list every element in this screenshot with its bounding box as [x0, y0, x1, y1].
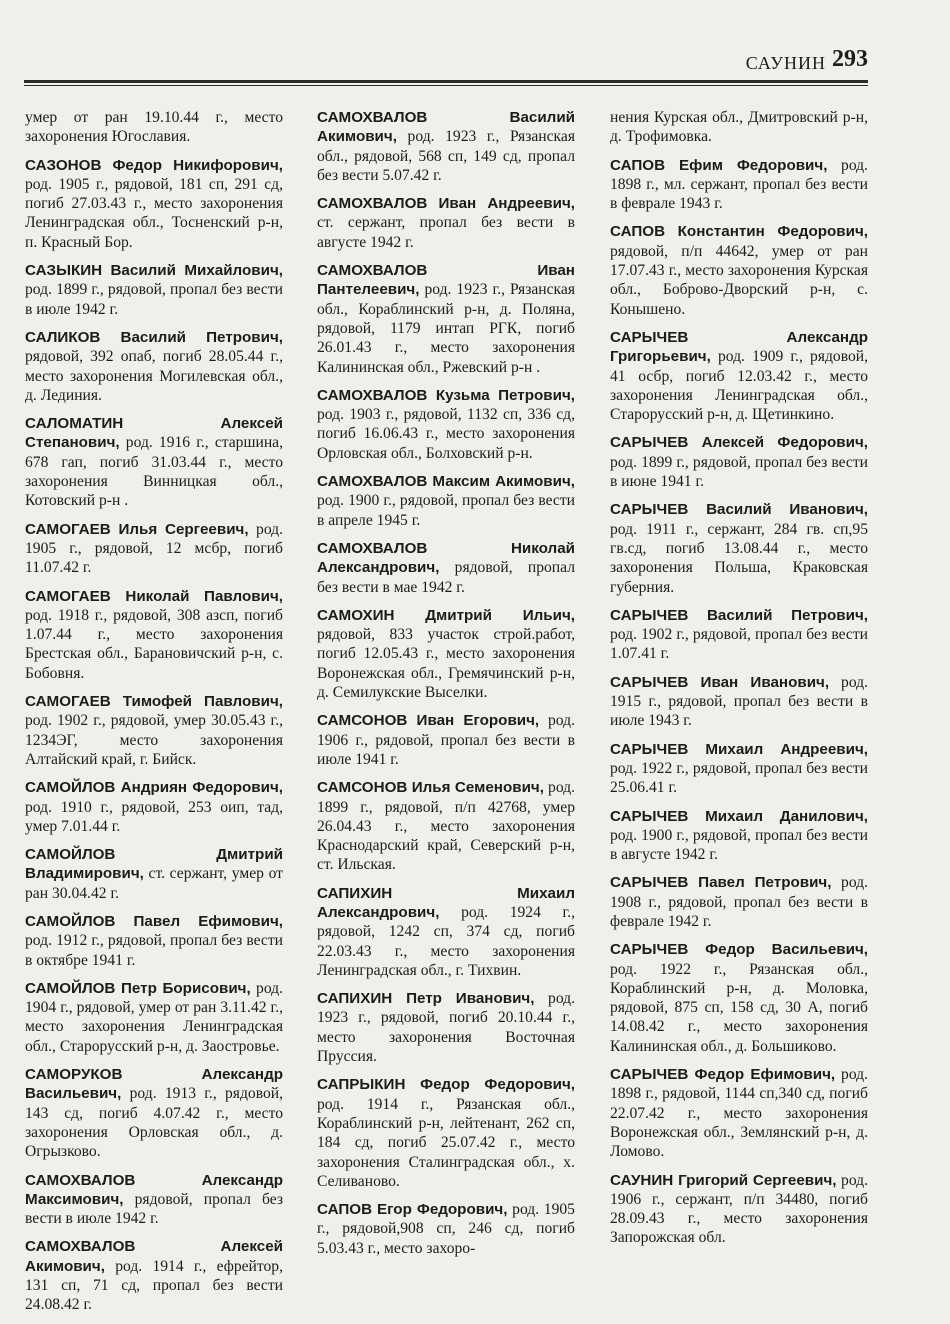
entry: [25, 328, 283, 405]
header-rule-thin: [24, 85, 868, 86]
entry-text: род. 1915 г., рядовой, пропал без вести в июле 1943 г.: [610, 673, 868, 730]
entry: [25, 979, 283, 1056]
entry: [25, 912, 283, 970]
running-head: САУНИН: [745, 53, 826, 73]
entry-name: САМОХВАЛОВ Иван Пантелеевич,: [317, 262, 575, 299]
entry-text: род. 1913 г., рядовой, 143 сд, погиб 4.07.42 г., место захоронения Орловская обл., д. Огрызково.: [25, 1085, 283, 1161]
entry-name: САМОХВАЛОВ Василий Акимович,: [317, 109, 575, 146]
page-number: 293: [832, 46, 868, 72]
entry-name: САПИХИН Михаил Александрович,: [317, 884, 575, 921]
entry-text: род. 1905 г., рядовой, 181 сп, 291 сд, погиб 27.03.43 г., место захоронения Ленинградская обл., Тосненский р-н, п. Красный Бор.: [25, 175, 283, 251]
entry-text: род. 1922 г., Рязанская обл., Кораблинский р-н, д. Моловка, рядовой, 875 сп, 158 сд, 30 А, погиб 14.08.42 г., место захоронения Калининская обл., д. Большиково.: [610, 960, 868, 1055]
entry: [25, 1237, 283, 1314]
entry-text: род. 1924 г., рядовой, 1242 сп, 374 сд, погиб 22.03.43 г., место захоронения Ленинградская обл., г. Тихвин.: [317, 903, 575, 979]
entry: [25, 1171, 283, 1229]
entry: [610, 740, 868, 798]
entry-name: САМОХВАЛОВ Кузьма Петрович,: [317, 386, 575, 404]
entry: [25, 108, 283, 147]
entry-name: САМОЙЛОВ Дмитрий Владимирович,: [25, 846, 283, 883]
entry-text: род. 1906 г., сержант, п/п 34480, погиб 28.09.43 г., место захоронения Запорожская обл.: [610, 1171, 868, 1247]
entry-name: САМОХВАЛОВ Максим Акимович,: [317, 473, 575, 491]
entry: [610, 328, 868, 424]
entry-text: род. 1910 г., рядовой, 253 оип, тад, умер 7.01.44 г.: [25, 798, 283, 835]
entry-name: САМОХВАЛОВ Алексей Акимович,: [25, 1238, 283, 1275]
entry-text: род. 1908 г., рядовой, пропал без вести в феврале 1942 г.: [610, 874, 868, 930]
entry-text: род. 1914 г., Рязанская обл., Кораблинский р-н, лейтенант, 262 сп, 184 сд, погиб 25.07.42 г., место захоронения Сталинградская обл., х. Селиваново.: [317, 1095, 575, 1190]
entry-name: САПОВ Егор Федорович,: [317, 1201, 508, 1219]
entry-text: род. 1916 г., старшина, 678 гап, погиб 31.03.44 г., место захоронения Винницкая обл., Котовский р-н .: [25, 434, 283, 510]
entry-text: род. 1900 г., рядовой, пропал без вести в августе 1942 г.: [610, 826, 868, 864]
entry: [317, 884, 575, 980]
entry: [610, 1171, 868, 1248]
entry-text: род. 1899 г., рядовой, пропал без вести в июне 1941 г.: [610, 453, 868, 491]
entry-text: ст. сержант, умер от ран 30.04.42 г.: [25, 865, 283, 902]
entry-text: рядовой, п/п 44642, умер от ран 17.07.43 г., место захоронения Курская обл., Боброво-Дворский р-н, с. Конышено.: [610, 242, 868, 318]
entry: [610, 222, 868, 318]
entry-name: САРЫЧЕВ Павел Петрович,: [610, 874, 832, 892]
entry-name: САЗОНОВ Федор Никифорович,: [25, 156, 283, 174]
entry-text: род. 1902 г., рядовой, пропал без вести 1.07.41 г.: [610, 626, 868, 663]
entry-name: САЛОМАТИН Алексей Степанович,: [25, 415, 283, 452]
entry-name: САРЫЧЕВ Василий Петрович,: [610, 606, 868, 624]
header-rule-thick: [24, 80, 868, 83]
entry-text: род. 1911 г., сержант, 284 гв. сп,95 гв.сд, погиб 13.08.44 г., место захоронения Польша, Краковская губерния.: [610, 520, 868, 596]
entry-name: САРЫЧЕВ Александр Григорьевич,: [610, 328, 868, 366]
entry: [317, 539, 575, 597]
entry-name: САПОВ Константин Федорович,: [610, 223, 868, 241]
entry: [25, 414, 283, 510]
entry: [317, 711, 575, 769]
entry-name: САРЫЧЕВ Иван Иванович,: [610, 673, 830, 691]
entry-name: САМОХВАЛОВ Николай Александрович,: [317, 539, 575, 577]
entry-name: САМОХВАЛОВ Александр Максимович,: [25, 1171, 283, 1208]
entry: [610, 156, 868, 214]
entry: [25, 692, 283, 769]
entry-text: род. 1904 г., рядовой, умер от ран 3.11.42 г., место захоронения Ленинградская обл., Старорусский р-н, д. Заостровье.: [25, 979, 283, 1055]
column-left: [25, 108, 283, 1324]
entry: [317, 989, 575, 1066]
entry-text: род. 1899 г., рядовой, п/п 42768, умер 26.04.43 г., место захоронения Краснодарский край, Северский р-н, ст. Ильская.: [317, 779, 575, 874]
column-middle: [317, 108, 575, 1267]
entry-name: САМСОНОВ Илья Семенович,: [317, 779, 544, 797]
entry-text: рядовой, 833 участок строй.работ, погиб 12.05.43 г., место захоронения Воронежская обл., Гремячинский р-н, д. Семилукские Выселки.: [317, 626, 575, 702]
entry: [25, 520, 283, 578]
entry: [25, 156, 283, 252]
entry-name: САУНИН Григорий Сергеевич,: [610, 1171, 837, 1189]
entry-name: САМСОНОВ Иван Егорович,: [317, 712, 540, 730]
entry-text: род. 1912 г., рядовой, пропал без вести в октябре 1941 г.: [25, 932, 283, 969]
entry: [317, 472, 575, 530]
entry: [317, 1200, 575, 1258]
entry: [610, 940, 868, 1056]
entry-name: САМОЙЛОВ Павел Ефимович,: [25, 912, 283, 930]
page-header: [24, 44, 868, 78]
entry-text: род. 1900 г., рядовой, пропал без вести в апреле 1945 г.: [317, 492, 575, 529]
entry-text: рядовой, пропал без вести в мае 1942 г.: [317, 559, 575, 596]
entry-name: САЗЫКИН Василий Михайлович,: [25, 262, 283, 280]
entry: [25, 587, 283, 683]
entry-text: род. 1923 г., Рязанская обл., Кораблинский р-н, д. Поляна, рядовой, 1179 интап РГК, погиб 26.01.43 г., место захоронения Калининская обл., Ржевский р-н .: [317, 281, 575, 376]
entry: [610, 673, 868, 731]
column-right: [610, 108, 868, 1257]
entry-text: род. 1922 г., рядовой, пропал без вести 25.06.41 г.: [610, 759, 868, 797]
entry: [317, 778, 575, 874]
entry: [610, 873, 868, 931]
entry-name: САРЫЧЕВ Михаил Андреевич,: [610, 740, 868, 758]
entry: [317, 606, 575, 702]
entry: [610, 108, 868, 147]
entry: [317, 1075, 575, 1191]
entry-text: род. 1902 г., рядовой, умер 30.05.43 г., 1234ЭГ, место захоронения Алтайский край, г. Бийск.: [25, 712, 283, 768]
entry-text: род. 1923 г., Рязанская обл., рядовой, 568 сп, 149 сд, пропал без вести 5.07.42 г.: [317, 128, 575, 184]
entry-name: САМОЙЛОВ Андриян Федорович,: [25, 779, 283, 797]
entry-name: САМОГАЕВ Николай Павлович,: [25, 587, 283, 605]
entry-text: род. 1906 г., рядовой, пропал без вести в июле 1941 г.: [317, 712, 575, 768]
entry-name: САРЫЧЕВ Алексей Федорович,: [610, 434, 868, 452]
entry: [317, 194, 575, 252]
entry-name: САРЫЧЕВ Федор Васильевич,: [610, 941, 868, 959]
entry: [317, 386, 575, 463]
entry-text: род. 1898 г., рядовой, 1144 сп,340 сд, погиб 22.07.42 г., место захоронения Воронежская обл., Землянский р-н, д. Ломово.: [610, 1066, 868, 1161]
entry: [610, 807, 868, 865]
entry-text: род. 1923 г., рядовой, погиб 20.10.44 г., место захоронения Восточная Пруссия.: [317, 990, 575, 1066]
entry-text: род. 1899 г., рядовой, пропал без вести в июле 1942 г.: [25, 281, 283, 318]
entry-text: род. 1909 г., рядовой, 41 осбр, погиб 12.03.42 г., место захоронения Ленинградская обл., Старорусский р-н, д. Щетинкино.: [610, 348, 868, 424]
entry: [25, 778, 283, 836]
entry-text: род. 1905 г., рядовой, 12 мсбр, погиб 11.07.42 г.: [25, 520, 283, 577]
entry-text: нения Курская обл., Дмитровский р-н, д. Трофимовка.: [610, 109, 868, 146]
entry: [25, 1065, 283, 1161]
entry: [610, 500, 868, 596]
entry-name: САМОГАЕВ Илья Сергеевич,: [25, 520, 249, 538]
entry-text: род. 1898 г., мл. сержант, пропал без вести в феврале 1943 г.: [610, 156, 868, 213]
entry-name: САПОВ Ефим Федорович,: [610, 156, 828, 174]
entry-text: рядовой, 392 опаб, погиб 28.05.44 г., место захоронения Могилевская обл., д. Лединия.: [25, 348, 283, 404]
entry-name: САМОЙЛОВ Петр Борисович,: [25, 979, 251, 997]
entry-name: САРЫЧЕВ Федор Ефимович,: [610, 1066, 836, 1084]
entry-text: род. 1905 г., рядовой,908 сп, 246 сд, погиб 5.03.43 г., место захоро-: [317, 1201, 575, 1257]
entry: [610, 433, 868, 491]
entry: [317, 261, 575, 377]
entry-name: САЛИКОВ Василий Петрович,: [25, 328, 283, 346]
entry: [25, 261, 283, 319]
entry-name: САМОРУКОВ Александр Васильевич,: [25, 1066, 283, 1103]
entry-text: род. 1918 г., рядовой, 308 азсп, погиб 1.07.44 г., место захоронения Брестская обл., Барановичский р-н, с. Бобовня.: [25, 606, 283, 682]
entry-text: род. 1903 г., рядовой, 1132 сп, 336 сд, погиб 16.06.43 г., место захоронения Орловская обл., Болховский р-н.: [317, 406, 575, 462]
entry-name: САМОХВАЛОВ Иван Андреевич,: [317, 195, 575, 213]
entry-text: ст. сержант, пропал без вести в августе 1942 г.: [317, 214, 575, 251]
entry-text: умер от ран 19.10.44 г., место захоронения Югославия.: [25, 109, 283, 146]
entry-name: САРЫЧЕВ Василий Иванович,: [610, 501, 868, 519]
entry: [610, 606, 868, 664]
entry-text: род. 1914 г., ефрейтор, 131 сп, 71 сд, пропал без вести 24.08.42 г.: [25, 1257, 283, 1314]
entry-name: САРЫЧЕВ Михаил Данилович,: [610, 807, 868, 825]
entry-text: рядовой, пропал без вести в июле 1942 г.: [25, 1190, 283, 1228]
entry-name: САМОГАЕВ Тимофей Павлович,: [25, 693, 283, 711]
entry-name: САПИХИН Петр Иванович,: [317, 990, 535, 1008]
entry-name: САМОХИН Дмитрий Ильич,: [317, 606, 575, 624]
entry: [25, 845, 283, 903]
entry-name: САПРЫКИН Федор Федорович,: [317, 1076, 575, 1094]
entry: [610, 1065, 868, 1161]
entry: [317, 108, 575, 185]
